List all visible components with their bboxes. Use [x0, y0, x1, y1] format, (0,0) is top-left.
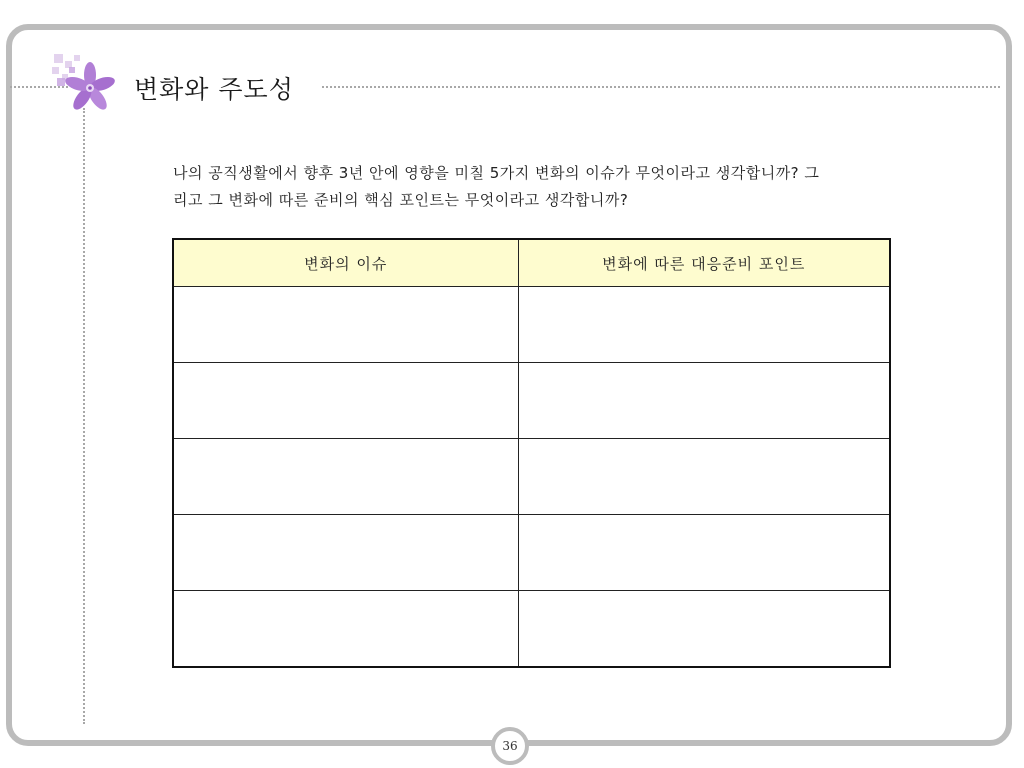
table-row — [173, 363, 890, 439]
question-line-1: 나의 공직생활에서 향후 3년 안에 영향을 미칠 5가지 변화의 이슈가 무엇이라고 생각합니까? 그 — [173, 164, 820, 182]
issue-cell[interactable] — [173, 287, 518, 363]
table-row — [173, 439, 890, 515]
issue-cell[interactable] — [173, 439, 518, 515]
issue-cell[interactable] — [173, 591, 518, 668]
issue-cell[interactable] — [173, 363, 518, 439]
response-cell[interactable] — [518, 515, 890, 591]
table-row — [173, 287, 890, 363]
column-header-issue: 변화의 이슈 — [173, 239, 518, 287]
dotted-divider-right — [322, 86, 1000, 88]
response-cell[interactable] — [518, 439, 890, 515]
table-row — [173, 515, 890, 591]
column-header-response: 변화에 따른 대응준비 포인트 — [518, 239, 890, 287]
table-header-row — [173, 239, 890, 287]
response-cell[interactable] — [518, 287, 890, 363]
response-cell[interactable] — [518, 363, 890, 439]
flower-icon — [50, 52, 120, 112]
answer-table — [172, 238, 891, 668]
page-title: 변화와 주도성 — [134, 75, 294, 104]
issue-cell[interactable] — [173, 515, 518, 591]
response-cell[interactable] — [518, 591, 890, 668]
dotted-divider-vertical — [83, 108, 85, 724]
table-row — [173, 591, 890, 668]
question-line-2: 리고 그 변화에 따른 준비의 핵심 포인트는 무엇이라고 생각합니까? — [173, 191, 629, 209]
page-number: 36 — [491, 727, 529, 765]
question-text — [173, 160, 903, 214]
